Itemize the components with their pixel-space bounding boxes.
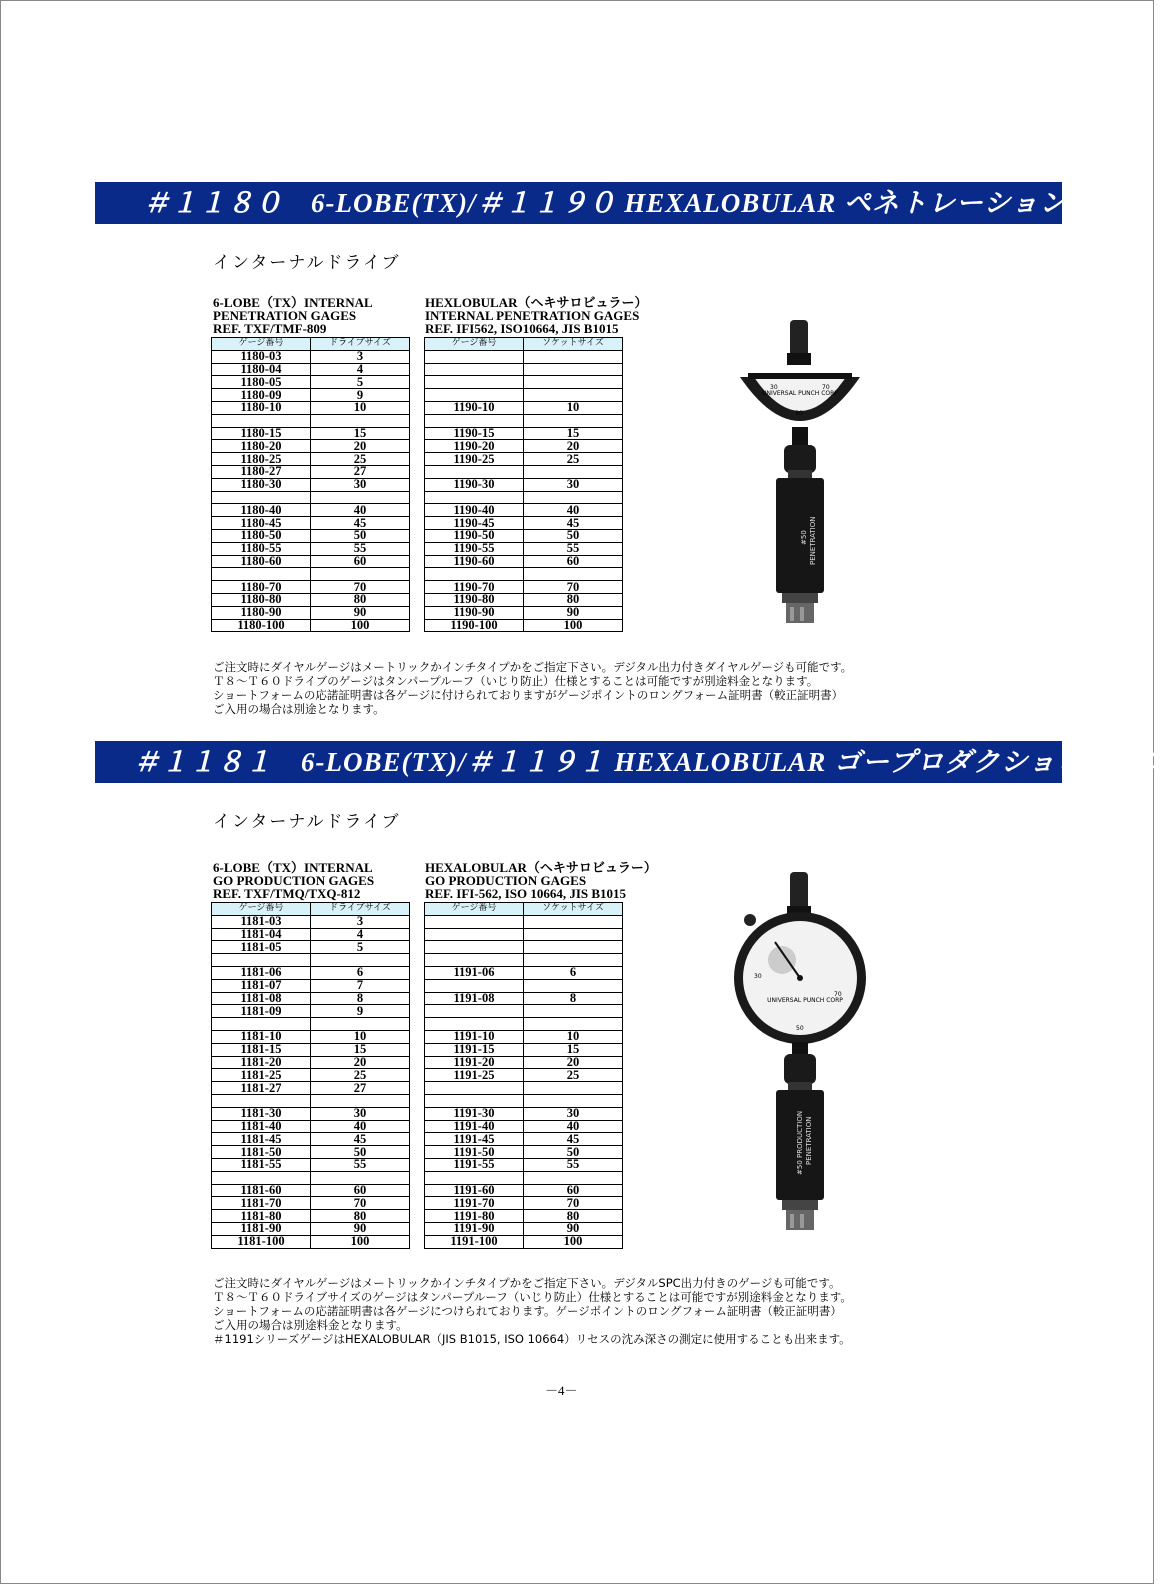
table-header-row — [425, 903, 623, 916]
size-cell: 10 — [524, 401, 623, 414]
gauge-number-cell: 1181-09 — [212, 1005, 311, 1018]
table-row — [212, 1069, 410, 1082]
gauge-number-cell: 1181-10 — [212, 1030, 311, 1043]
gauge-number-cell — [425, 1082, 524, 1095]
gauge-number-cell: 1190-10 — [425, 401, 524, 414]
size-cell — [311, 568, 410, 581]
gauge-number-cell: 1181-20 — [212, 1056, 311, 1069]
gauge-number-cell — [212, 491, 311, 504]
gauge-number-cell — [425, 491, 524, 504]
size-cell: 8 — [524, 992, 623, 1005]
table-row — [212, 1056, 410, 1069]
table-row — [425, 966, 623, 979]
table-row — [212, 504, 410, 517]
section2-left-table — [211, 902, 410, 1249]
gauge-number-cell: 1180-04 — [212, 363, 311, 376]
size-cell: 20 — [524, 1056, 623, 1069]
size-cell: 30 — [311, 1107, 410, 1120]
gauge-number-cell: 1191-45 — [425, 1133, 524, 1146]
gauge-number-cell: 1191-06 — [425, 966, 524, 979]
size-cell: 60 — [311, 1184, 410, 1197]
size-cell: 25 — [311, 453, 410, 466]
gauge-number-cell: 1190-20 — [425, 440, 524, 453]
size-cell — [524, 350, 623, 363]
gauge-number-cell: 1190-45 — [425, 517, 524, 530]
size-cell: 20 — [311, 1056, 410, 1069]
size-cell: 6 — [311, 966, 410, 979]
gauge-number-cell: 1181-45 — [212, 1133, 311, 1146]
gauge-number-cell: 1190-90 — [425, 606, 524, 619]
table-row — [212, 928, 410, 941]
gauge-number-cell: 1180-80 — [212, 593, 311, 606]
table-row — [425, 401, 623, 414]
size-cell: 50 — [524, 529, 623, 542]
gauge-number-cell: 1181-30 — [212, 1107, 311, 1120]
gauge-number-cell — [425, 376, 524, 389]
column-header: ソケットサイズ — [524, 903, 623, 916]
table-row — [212, 401, 410, 414]
size-cell: 15 — [311, 1043, 410, 1056]
column-header: ドライブサイズ — [311, 903, 410, 916]
svg-text:30: 30 — [770, 384, 778, 391]
table-row — [212, 555, 410, 568]
gauge-number-cell: 1190-80 — [425, 593, 524, 606]
section2-subtitle: インターナルドライブ — [213, 812, 401, 832]
section2-notes: ご注文時にダイヤルゲージはメートリックかインチタイプかをご指定下さい。デジタルSPC出力付きのゲージも可能です。 Ｔ８～Ｔ６０ドライブサイズのゲージはタンパープルーフ（いじり防止）仕様とすることは可能ですが別途料金となります。 ショートフォームの応諾証明書は各ゲージにつけられております。ゲージポイントのロングフォーム証明書（較正証明書） ご入用の場合は別途料金となります。 ＃1191シリーズゲージはHEXALOBULAR（JIS B1015, ISO 10664）リセスの沈み深さの測定に使用することも出来ます。 — [213, 1276, 852, 1346]
gauge-number-cell: 1191-90 — [425, 1222, 524, 1235]
svg-text:50: 50 — [795, 410, 803, 417]
gauge-number-cell: 1191-80 — [425, 1210, 524, 1223]
gauge-number-cell: 1191-55 — [425, 1158, 524, 1171]
gauge-number-cell — [425, 350, 524, 363]
gauge-number-cell: 1181-100 — [212, 1235, 311, 1248]
gauge-number-cell: 1180-10 — [212, 401, 311, 414]
size-cell: 70 — [524, 1197, 623, 1210]
size-cell: 60 — [311, 555, 410, 568]
table-row — [212, 1184, 410, 1197]
table-row — [212, 992, 410, 1005]
size-cell: 27 — [311, 1082, 410, 1095]
gauge-number-cell: 1180-03 — [212, 350, 311, 363]
size-cell: 25 — [524, 453, 623, 466]
size-cell: 20 — [524, 440, 623, 453]
size-cell: 55 — [311, 542, 410, 555]
gauge-number-cell: 1181-27 — [212, 1082, 311, 1095]
gauge-number-cell: 1180-45 — [212, 517, 311, 530]
gauge-number-cell: 1191-25 — [425, 1069, 524, 1082]
size-cell: 60 — [524, 555, 623, 568]
table-row — [425, 928, 623, 941]
gauge-number-cell — [425, 568, 524, 581]
size-cell: 100 — [524, 1235, 623, 1248]
gauge-number-cell: 1190-60 — [425, 555, 524, 568]
table-row — [212, 1197, 410, 1210]
size-cell: 6 — [524, 966, 623, 979]
size-cell: 80 — [311, 593, 410, 606]
gauge-number-cell: 1181-70 — [212, 1197, 311, 1210]
svg-text:70: 70 — [834, 991, 842, 998]
column-header: ゲージ番号 — [212, 903, 311, 916]
gauge-number-cell: 1180-40 — [212, 504, 311, 517]
table-row — [212, 619, 410, 632]
table-row — [425, 941, 623, 954]
size-cell: 90 — [524, 606, 623, 619]
size-cell — [524, 1005, 623, 1018]
gauge-number-cell: 1181-08 — [212, 992, 311, 1005]
table-row — [212, 491, 410, 504]
section1-subtitle: インターナルドライブ — [213, 253, 401, 273]
table-row — [425, 1056, 623, 1069]
size-cell — [524, 941, 623, 954]
size-cell: 100 — [311, 1235, 410, 1248]
gauge-number-cell — [425, 1005, 524, 1018]
size-cell: 45 — [524, 1133, 623, 1146]
size-cell — [524, 376, 623, 389]
table-row — [425, 1184, 623, 1197]
size-cell: 5 — [311, 941, 410, 954]
production-gauge-image — [730, 870, 870, 1240]
size-cell: 60 — [524, 1184, 623, 1197]
column-header: ゲージ番号 — [425, 338, 524, 351]
gauge-number-cell: 1191-40 — [425, 1120, 524, 1133]
page-number: －4－ — [545, 1383, 578, 1398]
svg-text:30: 30 — [754, 973, 762, 980]
size-cell: 30 — [311, 478, 410, 491]
table-row — [425, 1158, 623, 1171]
size-cell: 50 — [311, 1146, 410, 1159]
size-cell: 50 — [524, 1146, 623, 1159]
size-cell — [524, 491, 623, 504]
column-header: ゲージ番号 — [212, 338, 311, 351]
table-row — [425, 1120, 623, 1133]
gauge-number-cell: 1190-70 — [425, 581, 524, 594]
penetration-gauge-image — [730, 315, 870, 635]
size-cell — [524, 363, 623, 376]
size-cell: 15 — [311, 427, 410, 440]
table-row — [425, 1133, 623, 1146]
table-row — [425, 619, 623, 632]
svg-text:#50 PRODUCTION: #50 PRODUCTION — [796, 1110, 804, 1175]
size-cell: 90 — [311, 606, 410, 619]
table-row — [212, 440, 410, 453]
gauge-number-cell: 1180-25 — [212, 453, 311, 466]
size-cell: 70 — [524, 581, 623, 594]
gauge-number-cell: 1190-100 — [425, 619, 524, 632]
table-row — [212, 1235, 410, 1248]
gauge-number-cell: 1180-05 — [212, 376, 311, 389]
svg-text:70: 70 — [822, 384, 830, 391]
gauge-number-cell: 1190-15 — [425, 427, 524, 440]
size-cell: 9 — [311, 389, 410, 402]
gauge-number-cell — [425, 915, 524, 928]
section2-right-table — [424, 902, 623, 1249]
size-cell: 25 — [311, 1069, 410, 1082]
gauge-number-cell: 1190-55 — [425, 542, 524, 555]
size-cell: 10 — [524, 1030, 623, 1043]
gauge-number-cell: 1180-50 — [212, 529, 311, 542]
gauge-number-cell: 1181-90 — [212, 1222, 311, 1235]
size-cell: 55 — [524, 542, 623, 555]
size-cell: 100 — [311, 619, 410, 632]
size-cell: 20 — [311, 440, 410, 453]
table-row — [212, 1133, 410, 1146]
table-row — [425, 440, 623, 453]
gauge-number-cell: 1181-55 — [212, 1158, 311, 1171]
gauge-number-cell: 1181-05 — [212, 941, 311, 954]
table-row — [425, 350, 623, 363]
table-row — [425, 1005, 623, 1018]
size-cell: 3 — [311, 915, 410, 928]
size-cell: 5 — [311, 376, 410, 389]
table-row — [212, 941, 410, 954]
gauge-number-cell: 1180-70 — [212, 581, 311, 594]
table-row — [425, 478, 623, 491]
size-cell — [524, 568, 623, 581]
size-cell: 45 — [311, 517, 410, 530]
size-cell: 70 — [311, 581, 410, 594]
table-row — [212, 1082, 410, 1095]
column-header: ゲージ番号 — [425, 903, 524, 916]
gauge-number-cell: 1181-40 — [212, 1120, 311, 1133]
size-cell: 45 — [311, 1133, 410, 1146]
gauge-number-cell: 1191-50 — [425, 1146, 524, 1159]
gauge-number-cell: 1190-25 — [425, 453, 524, 466]
section1-right-header: HEXLOBULAR（ヘキサロビュラー） INTERNAL PENETRATION GAGES REF. IFI562, ISO10664, JIS B1015 — [425, 295, 648, 336]
gauge-number-cell: 1180-60 — [212, 555, 311, 568]
svg-text:50: 50 — [796, 1025, 804, 1032]
size-cell: 27 — [311, 465, 410, 478]
gauge-number-cell: 1190-50 — [425, 529, 524, 542]
gauge-number-cell: 1181-03 — [212, 915, 311, 928]
table-row — [425, 363, 623, 376]
gauge-number-cell: 1181-60 — [212, 1184, 311, 1197]
gauge-number-cell: 1180-27 — [212, 465, 311, 478]
gauge-number-cell: 1190-30 — [425, 478, 524, 491]
size-cell: 10 — [311, 401, 410, 414]
gauge-number-cell: 1190-40 — [425, 504, 524, 517]
gauge-number-cell: 1181-80 — [212, 1210, 311, 1223]
svg-text:PENETRATION: PENETRATION — [805, 1116, 813, 1165]
size-cell: 15 — [524, 427, 623, 440]
table-row — [212, 568, 410, 581]
size-cell — [524, 928, 623, 941]
svg-text:#50: #50 — [800, 530, 808, 545]
table-row — [212, 427, 410, 440]
size-cell — [311, 491, 410, 504]
section1-left-header: 6-LOBE（TX）INTERNAL PENETRATION GAGES REF. TXF/TMF-809 — [213, 295, 373, 336]
table-row — [212, 376, 410, 389]
size-cell: 4 — [311, 928, 410, 941]
gauge-number-cell: 1181-06 — [212, 966, 311, 979]
size-cell: 45 — [524, 517, 623, 530]
size-cell: 80 — [311, 1210, 410, 1223]
gauge1-brand: UNIVERSAL PUNCH CORP — [762, 390, 838, 397]
table-row — [212, 363, 410, 376]
gauge-number-cell: 1191-30 — [425, 1107, 524, 1120]
gauge-number-cell: 1181-15 — [212, 1043, 311, 1056]
table-row — [425, 427, 623, 440]
section2-right-header: HEXALOBULAR（ヘキサロビュラー） GO PRODUCTION GAGES REF. IFI-562, ISO 10664, JIS B1015 — [425, 860, 657, 901]
section1-left-table — [211, 337, 410, 632]
table-row — [425, 1235, 623, 1248]
table-row — [425, 504, 623, 517]
gauge-number-cell: 1181-04 — [212, 928, 311, 941]
size-cell: 4 — [311, 363, 410, 376]
table-row — [212, 1005, 410, 1018]
gauge2-brand: UNIVERSAL PUNCH CORP — [767, 997, 843, 1004]
svg-text:PENETRATION: PENETRATION — [809, 516, 817, 565]
section2-title-banner: ＃１１８１ 6-LOBE(TX)/＃１１９１ HEXALOBULAR ゴープロダクションゲージ — [95, 741, 1062, 783]
column-header: ソケットサイズ — [524, 338, 623, 351]
table-row — [425, 491, 623, 504]
size-cell: 80 — [524, 1210, 623, 1223]
table-row — [425, 992, 623, 1005]
size-cell: 90 — [524, 1222, 623, 1235]
gauge-number-cell: 1180-90 — [212, 606, 311, 619]
section1-notes: ご注文時にダイヤルゲージはメートリックかインチタイプかをご指定下さい。デジタル出力付きダイヤルゲージも可能です。 Ｔ８～Ｔ６０ドライブのゲージはタンパープルーフ（いじり防止）仕様とすることは可能ですが別途料金となります。 ショートフォームの応諾証明書は各ゲージに付けられておりますがゲージポイントのロングフォーム証明書（較正証明書） ご入用の場合は別途となります。 — [213, 660, 853, 716]
gauge-number-cell: 1180-100 — [212, 619, 311, 632]
gauge-number-cell — [425, 928, 524, 941]
size-cell: 40 — [524, 1120, 623, 1133]
size-cell: 100 — [524, 619, 623, 632]
size-cell: 7 — [311, 979, 410, 992]
table-header-row — [425, 338, 623, 351]
size-cell: 25 — [524, 1069, 623, 1082]
size-cell: 80 — [524, 593, 623, 606]
gauge-number-cell — [425, 941, 524, 954]
table-row — [212, 1120, 410, 1133]
table-row — [425, 915, 623, 928]
size-cell: 40 — [524, 504, 623, 517]
gauge-number-cell: 1191-15 — [425, 1043, 524, 1056]
gauge-number-cell: 1181-07 — [212, 979, 311, 992]
size-cell: 40 — [311, 504, 410, 517]
size-cell: 50 — [311, 529, 410, 542]
table-row — [425, 1197, 623, 1210]
size-cell: 10 — [311, 1030, 410, 1043]
gauge-number-cell: 1180-55 — [212, 542, 311, 555]
size-cell: 90 — [311, 1222, 410, 1235]
section1-right-table — [424, 337, 623, 632]
gauge-number-cell: 1191-08 — [425, 992, 524, 1005]
size-cell — [524, 1082, 623, 1095]
size-cell: 55 — [524, 1158, 623, 1171]
size-cell — [524, 915, 623, 928]
section2-left-header: 6-LOBE（TX）INTERNAL GO PRODUCTION GAGES REF. TXF/TMQ/TXQ-812 — [213, 860, 375, 901]
table-row — [212, 478, 410, 491]
table-row — [212, 1158, 410, 1171]
gauge-number-cell: 1191-70 — [425, 1197, 524, 1210]
size-cell: 8 — [311, 992, 410, 1005]
gauge-number-cell: 1180-09 — [212, 389, 311, 402]
size-cell: 15 — [524, 1043, 623, 1056]
size-cell: 70 — [311, 1197, 410, 1210]
table-row — [425, 1082, 623, 1095]
section1-title-banner: ＃１１８０ 6-LOBE(TX)/＃１１９０ HEXALOBULAR ペネトレーションゲージ — [95, 182, 1062, 224]
size-cell: 55 — [311, 1158, 410, 1171]
size-cell: 9 — [311, 1005, 410, 1018]
size-cell: 30 — [524, 478, 623, 491]
gauge-number-cell: 1180-30 — [212, 478, 311, 491]
size-cell: 30 — [524, 1107, 623, 1120]
table-row — [425, 376, 623, 389]
gauge-number-cell: 1181-50 — [212, 1146, 311, 1159]
column-header: ドライブサイズ — [311, 338, 410, 351]
gauge-number-cell: 1181-25 — [212, 1069, 311, 1082]
gauge-number-cell — [212, 568, 311, 581]
gauge-number-cell — [425, 363, 524, 376]
gauge-number-cell: 1191-20 — [425, 1056, 524, 1069]
table-row — [425, 453, 623, 466]
gauge-number-cell: 1191-60 — [425, 1184, 524, 1197]
table-row — [425, 568, 623, 581]
gauge-number-cell: 1180-15 — [212, 427, 311, 440]
table-row — [425, 555, 623, 568]
gauge-number-cell: 1180-20 — [212, 440, 311, 453]
gauge-number-cell: 1191-10 — [425, 1030, 524, 1043]
size-cell: 3 — [311, 350, 410, 363]
size-cell: 40 — [311, 1120, 410, 1133]
table-row — [425, 1069, 623, 1082]
gauge-number-cell: 1191-100 — [425, 1235, 524, 1248]
